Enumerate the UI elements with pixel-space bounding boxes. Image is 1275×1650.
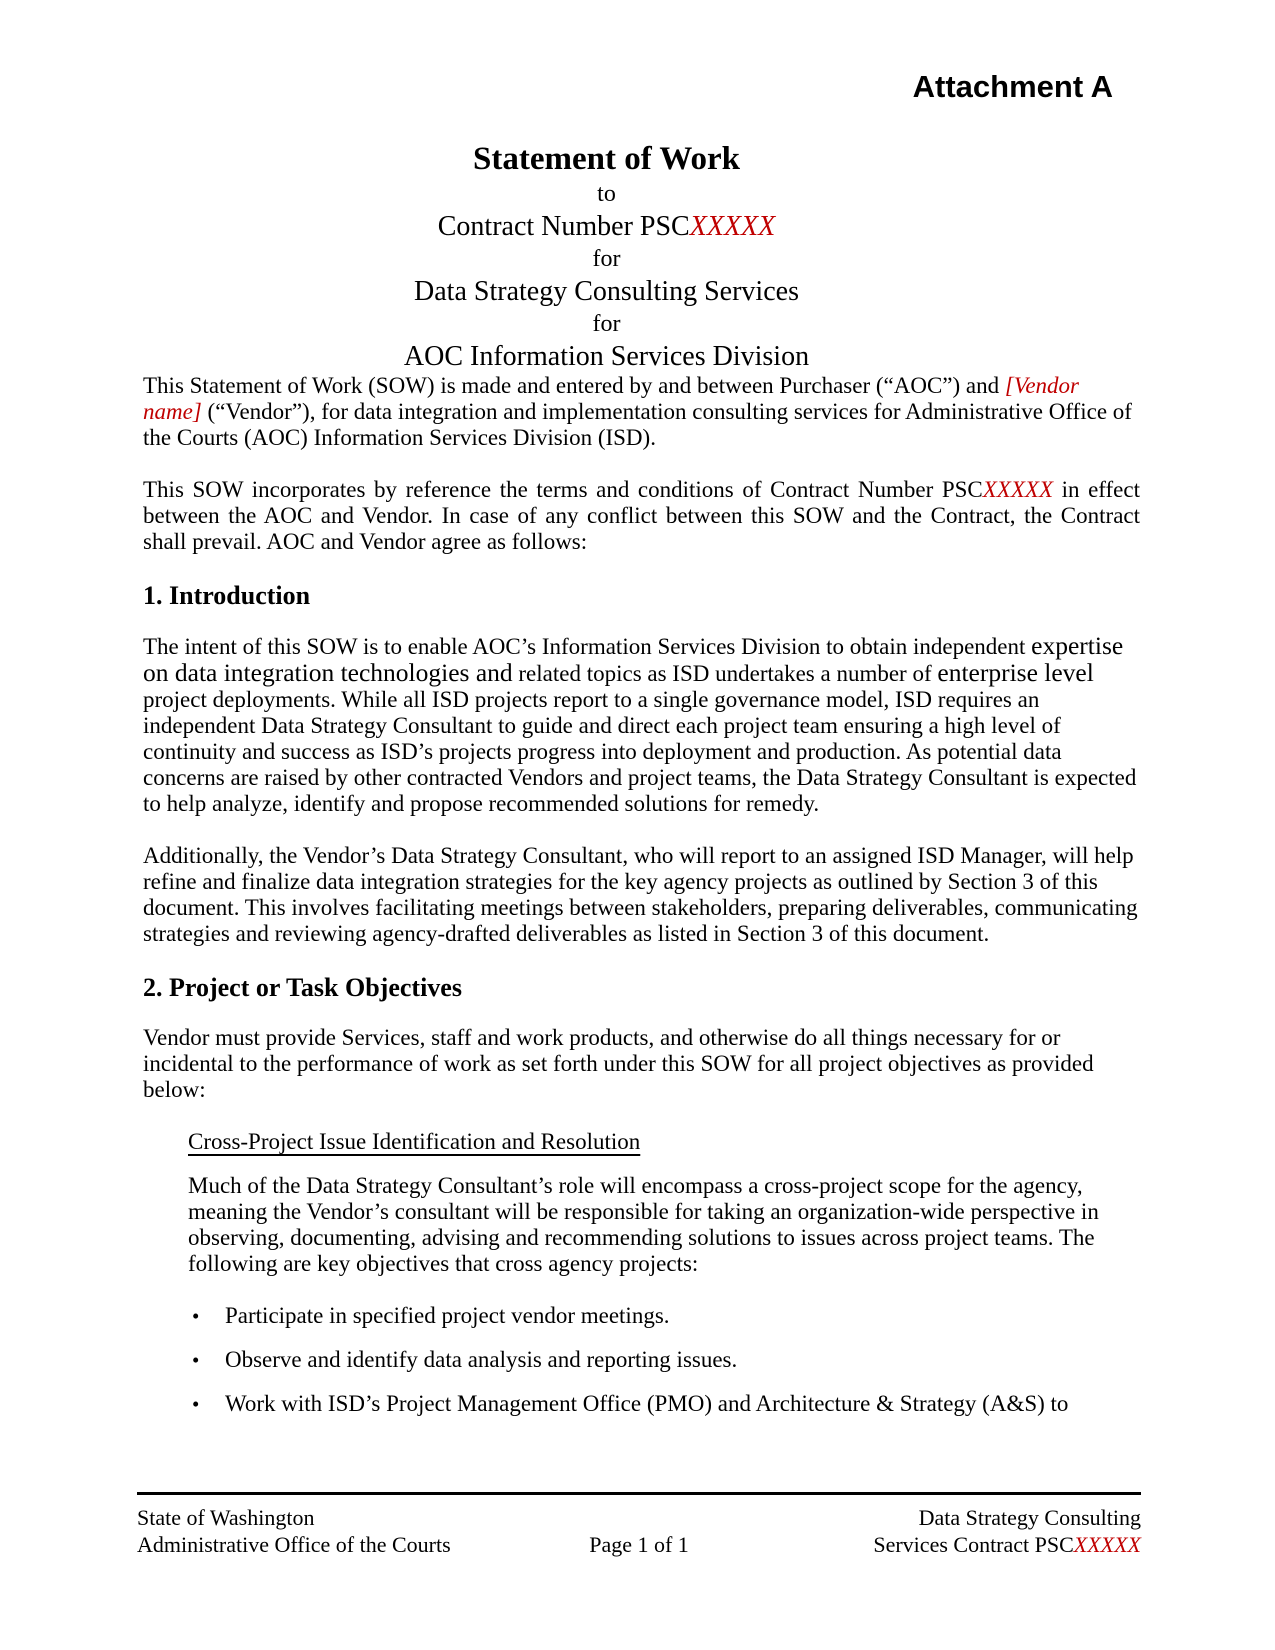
footer-spacer [589, 1504, 689, 1531]
intro-paragraph-2 [143, 477, 1140, 555]
styled-text-segment: XXXXX [1073, 1532, 1141, 1557]
contract-number-line [143, 210, 1070, 243]
footer-doc-line1: Data Strategy Consulting [918, 1505, 1141, 1530]
text-segment: project deployments. While all ISD projects report to a single governance model, ISD requires an independent Data Strategy Consultant to guide and direct each project team ensuring a high level of continuity and success as ISD’s projects progress into deployment and production. As potential data concerns are raised by other contracted Vendors and project teams, the Data Strategy Consultant is expected to help analyze, identify and propose recommended solutions for remedy. [143, 687, 1137, 816]
text-segment: in effect between the AOC and Vendor. In case of any conflict between this SOW and the Contract, the Contract shall prevail. AOC and Vendor agree as follows: [143, 477, 1140, 554]
text-segment: (“Vendor”), for data integration and implementation consulting services for Administrative Office of the Courts (AOC) Information Services Division (ISD). [143, 399, 1132, 450]
section-1-heading: 1. Introduction [143, 581, 311, 610]
list-item [188, 1303, 1140, 1329]
title-block [143, 140, 1070, 373]
section-2-paragraph-1: Vendor must provide Services, staff and work products, and otherwise do all things necessary for or incidental to the performance of work as set forth under this SOW for all project objectives as provided below: [143, 1025, 1094, 1102]
text-segment: Services Contract PSC [873, 1532, 1074, 1557]
footer-grid [137, 1504, 1141, 1558]
footer-org-line2: Administrative Office of the Courts [137, 1532, 451, 1557]
text-segment: This SOW incorporates by reference the terms and conditions of Contract Number PSC [143, 477, 983, 502]
text-segment: related topics as ISD undertakes a number of [512, 661, 938, 686]
footer-page-number: Page 1 of 1 [589, 1532, 689, 1557]
list-item-text: Participate in specified project vendor meetings. [225, 1303, 670, 1328]
page-footer [137, 1492, 1141, 1558]
bullet-icon: • [192, 1304, 200, 1328]
cross-project-subsection [188, 1129, 1140, 1417]
section-1-paragraph-2: Additionally, the Vendor’s Data Strategy Consultant, who will report to an assigned ISD Manager, will help refine and finalize data integration strategies for the key agency projects as outlined by Section 3 of this document. This involves facilitating meetings between stakeholders, preparing deliverables, communicating strategies and reviewing agency-drafted deliverables as listed in Section 3 of this document. [143, 843, 1138, 946]
footer-org-line1: State of Washington [137, 1505, 315, 1530]
subsection-paragraph-1: Much of the Data Strategy Consultant’s role will encompass a cross-project scope for the agency, meaning the Vendor’s consultant will be responsible for taking an organization-wide perspective in observing, documenting, advising and recommending solutions to issues across project teams. The following are key objectives that cross agency projects: [188, 1173, 1099, 1276]
division-title-line: AOC Information Services Division [403, 341, 810, 372]
title-connector-to: to [597, 181, 616, 207]
bullet-icon: • [192, 1392, 200, 1416]
list-item-text: Observe and identify data analysis and reporting issues. [225, 1347, 738, 1372]
section-2-heading: 2. Project or Task Objectives [143, 973, 462, 1002]
section-1-paragraph-1 [143, 633, 1140, 817]
title-connector-for-2: for [592, 311, 621, 337]
styled-text-segment: [Vendor name] [143, 373, 1079, 424]
document-title: Statement of Work [472, 141, 741, 177]
styled-text-segment: enterprise level [937, 658, 1094, 687]
styled-text-segment: expertise on data integration technologies and [143, 631, 1124, 687]
subsection-heading-text: Cross-Project Issue Identification and Resolution [188, 1129, 641, 1154]
text-segment: Contract Number PSC [437, 211, 690, 242]
title-connector-for-1: for [592, 246, 621, 272]
service-title-line: Data Strategy Consulting Services [414, 276, 799, 307]
styled-text-segment: XXXXX [982, 477, 1053, 502]
attachment-label: Attachment A [912, 69, 1113, 104]
text-segment: The intent of this SOW is to enable AOC’s Information Services Division to obtain independent [143, 634, 1032, 659]
intro-paragraph-1 [143, 373, 1140, 451]
text-segment: This Statement of Work (SOW) is made and entered by and between Purchaser (“AOC”) and [143, 373, 1005, 398]
objectives-bullet-list [188, 1303, 1140, 1417]
footer-doc-line2 [689, 1531, 1141, 1558]
list-item [188, 1347, 1140, 1373]
styled-text-segment: XXXXX [689, 211, 776, 242]
subsection-heading [188, 1129, 1140, 1155]
bullet-icon: • [192, 1348, 200, 1372]
list-item-text: Work with ISD’s Project Management Office (PMO) and Architecture & Strategy (A&S) to [225, 1391, 1069, 1416]
list-item [188, 1391, 1140, 1417]
